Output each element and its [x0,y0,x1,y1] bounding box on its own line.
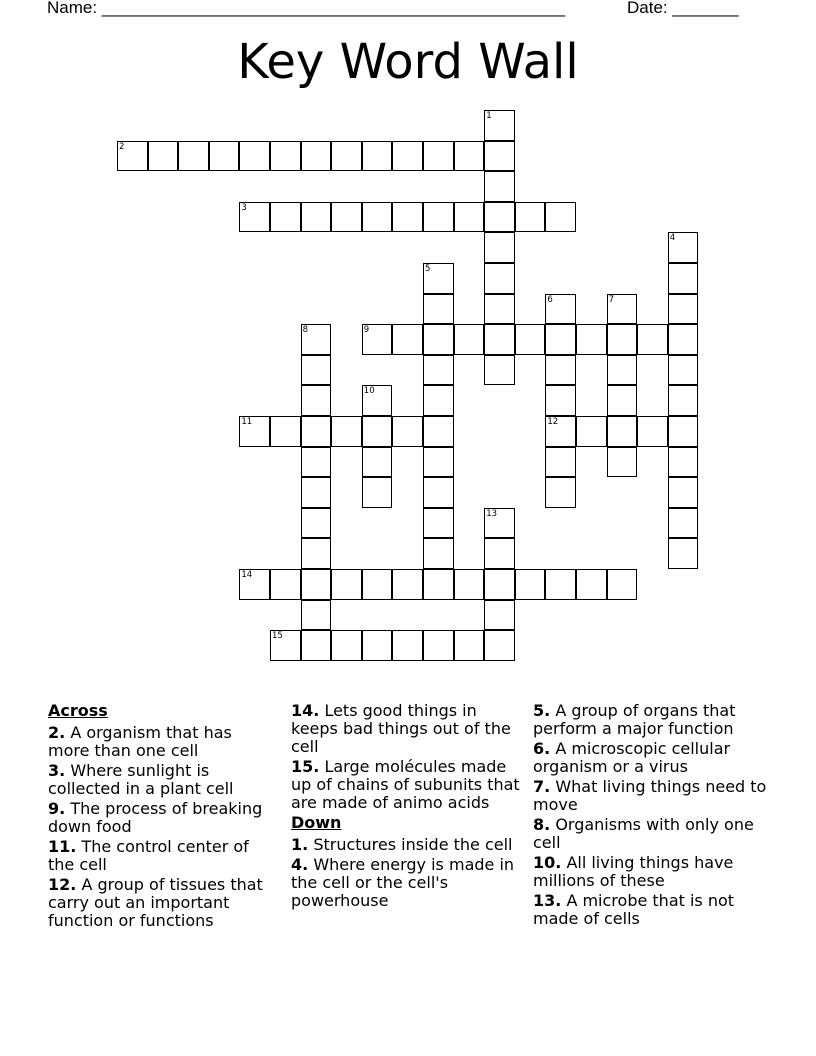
grid-cell[interactable] [423,202,454,233]
grid-cell[interactable] [454,630,485,661]
grid-cell[interactable] [423,569,454,600]
grid-cell[interactable] [637,324,668,355]
grid-cell[interactable] [545,355,576,386]
grid-cell[interactable] [484,538,515,569]
grid-cell[interactable] [331,630,362,661]
grid-cell[interactable] [607,447,638,478]
grid-cell[interactable] [423,355,454,386]
grid-cell[interactable] [668,385,699,416]
clue-column-1 [48,702,278,932]
grid-cell[interactable] [239,141,270,172]
grid-cell[interactable] [362,447,393,478]
clue-number: 12 [547,417,559,427]
grid-cell[interactable] [515,569,546,600]
grid-cell[interactable] [484,569,515,600]
grid-cell[interactable] [484,600,515,631]
clue-down-7: 7. What living things need to move [533,777,767,814]
clue-number: 15 [272,631,283,642]
grid-cell[interactable] [362,416,393,447]
grid-cell[interactable] [454,202,485,233]
grid-cell[interactable] [301,630,332,661]
grid-cell[interactable] [545,385,576,416]
clue-number: 2 [119,141,125,152]
clue-across-11: 11. The control center of the cell [48,837,249,874]
clue-number: 6 [547,294,553,305]
grid-cell[interactable] [301,600,332,631]
grid-cell[interactable] [423,477,454,508]
grid-cell[interactable] [301,416,332,447]
grid-cell[interactable] [484,232,515,263]
grid-cell[interactable] [423,538,454,569]
clue-across-3: 3. Where sunlight is collected in a plant cell [48,761,234,798]
grid-cell[interactable] [178,141,209,172]
grid-cell[interactable] [148,141,179,172]
clue-number: 1 [486,111,492,121]
grid-cell[interactable] [423,385,454,416]
grid-cell[interactable] [637,416,668,447]
clue-down-13: 13. A microbe that is not made of cells [533,891,735,928]
clue-number: 13 [486,508,498,519]
clue-across-14: 14. Lets good things in keeps bad things out of the cell [291,701,511,756]
grid-cell[interactable] [515,202,546,233]
clue-down-8: 8. Organisms with only one cell [533,815,754,852]
grid-cell[interactable] [423,508,454,539]
grid-cell[interactable] [301,477,332,508]
grid-cell[interactable] [392,324,423,355]
grid-cell[interactable] [576,324,607,355]
grid-cell[interactable] [331,416,362,447]
grid-cell[interactable] [668,294,699,325]
grid-cell[interactable] [454,324,485,355]
name-line: Name: _________________________________________________ [47,0,566,17]
grid-cell[interactable] [362,569,393,600]
grid-cell[interactable] [392,630,423,661]
clue-across-12: 12. A group of tissues that carry out an important function or functions [48,875,263,930]
grid-cell[interactable] [515,324,546,355]
grid-cell[interactable] [668,447,699,478]
grid-cell[interactable] [209,141,240,172]
grid-cell[interactable] [668,477,699,508]
clue-number: 5 [425,264,431,274]
grid-cell[interactable] [484,141,515,172]
clue-number: 4 [669,233,676,244]
clue-across-2: 2. A organism that has more than one cell [48,723,232,760]
grid-cell[interactable] [484,355,515,386]
clue-column-3 [533,702,773,930]
grid-cell[interactable] [484,202,515,233]
clue-number: 11 [241,417,253,427]
grid-cell[interactable] [270,202,301,233]
grid-cell[interactable] [454,141,485,172]
grid-cell[interactable] [301,385,332,416]
grid-cell[interactable] [668,508,699,539]
grid-cell[interactable] [668,538,699,569]
grid-cell[interactable] [576,416,607,447]
grid-cell[interactable] [331,141,362,172]
grid-cell[interactable] [545,324,576,355]
clue-column-2 [291,702,526,912]
grid-cell[interactable] [362,477,393,508]
grid-cell[interactable] [545,202,576,233]
grid-cell[interactable] [607,385,638,416]
grid-cell[interactable] [301,447,332,478]
grid-cell[interactable] [301,141,332,172]
clue-down-6: 6. A microscopic cellular organism or a virus [533,739,731,776]
grid-cell[interactable] [331,569,362,600]
grid-cell[interactable] [301,355,332,386]
clue-number: 7 [608,294,615,305]
grid-cell[interactable] [301,538,332,569]
clue-down-4: 4. Where energy is made in the cell or the cell's powerhouse [291,855,515,910]
grid-cell[interactable] [301,569,332,600]
clue-across-9: 9. The process of breaking down food [48,799,263,836]
grid-cell[interactable] [331,202,362,233]
grid-cell[interactable] [270,569,301,600]
grid-cell[interactable] [545,447,576,478]
grid-cell[interactable] [607,416,638,447]
grid-cell[interactable] [270,416,301,447]
grid-cell[interactable] [392,141,423,172]
clue-number: 3 [241,202,247,213]
grid-cell[interactable] [423,294,454,325]
grid-cell[interactable] [484,324,515,355]
grid-cell[interactable] [454,569,485,600]
grid-cell[interactable] [392,569,423,600]
grid-cell[interactable] [362,630,393,661]
across-heading: Across [48,701,108,720]
grid-cell[interactable] [607,569,638,600]
grid-cell[interactable] [362,141,393,172]
grid-cell[interactable] [362,202,393,233]
grid-cell[interactable] [270,141,301,172]
grid-cell[interactable] [607,355,638,386]
grid-cell[interactable] [484,630,515,661]
grid-cell[interactable] [668,263,699,294]
grid-cell[interactable] [423,416,454,447]
down-heading: Down [291,813,342,832]
clue-across-15: 15. Large molécules made up of chains of subunits that are made of animo acids [291,757,520,812]
grid-cell[interactable] [392,416,423,447]
grid-cell[interactable] [301,508,332,539]
clue-down-5: 5. A group of organs that perform a major function [533,701,736,738]
grid-cell[interactable] [301,202,332,233]
grid-cell[interactable] [484,171,515,202]
grid-cell[interactable] [423,447,454,478]
date-line: Date: _______ [627,0,739,17]
grid-cell[interactable] [668,324,699,355]
clue-down-1: 1. Structures inside the cell [291,835,513,854]
grid-cell[interactable] [392,202,423,233]
grid-cell[interactable] [576,569,607,600]
clue-number: 14 [241,570,253,580]
clue-number: 9 [363,325,370,336]
grid-cell[interactable] [668,416,699,447]
grid-cell[interactable] [423,324,454,355]
grid-cell[interactable] [607,324,638,355]
page-title: Key Word Wall [237,34,579,90]
grid-cell[interactable] [545,477,576,508]
clue-number: 10 [363,386,375,397]
clue-number: 8 [302,325,309,336]
grid-cell[interactable] [668,355,699,386]
grid-cell[interactable] [484,294,515,325]
clue-down-10: 10. All living things have millions of these [533,853,734,890]
grid-cell[interactable] [423,141,454,172]
grid-cell[interactable] [545,569,576,600]
grid-cell[interactable] [484,263,515,294]
grid-cell[interactable] [423,630,454,661]
